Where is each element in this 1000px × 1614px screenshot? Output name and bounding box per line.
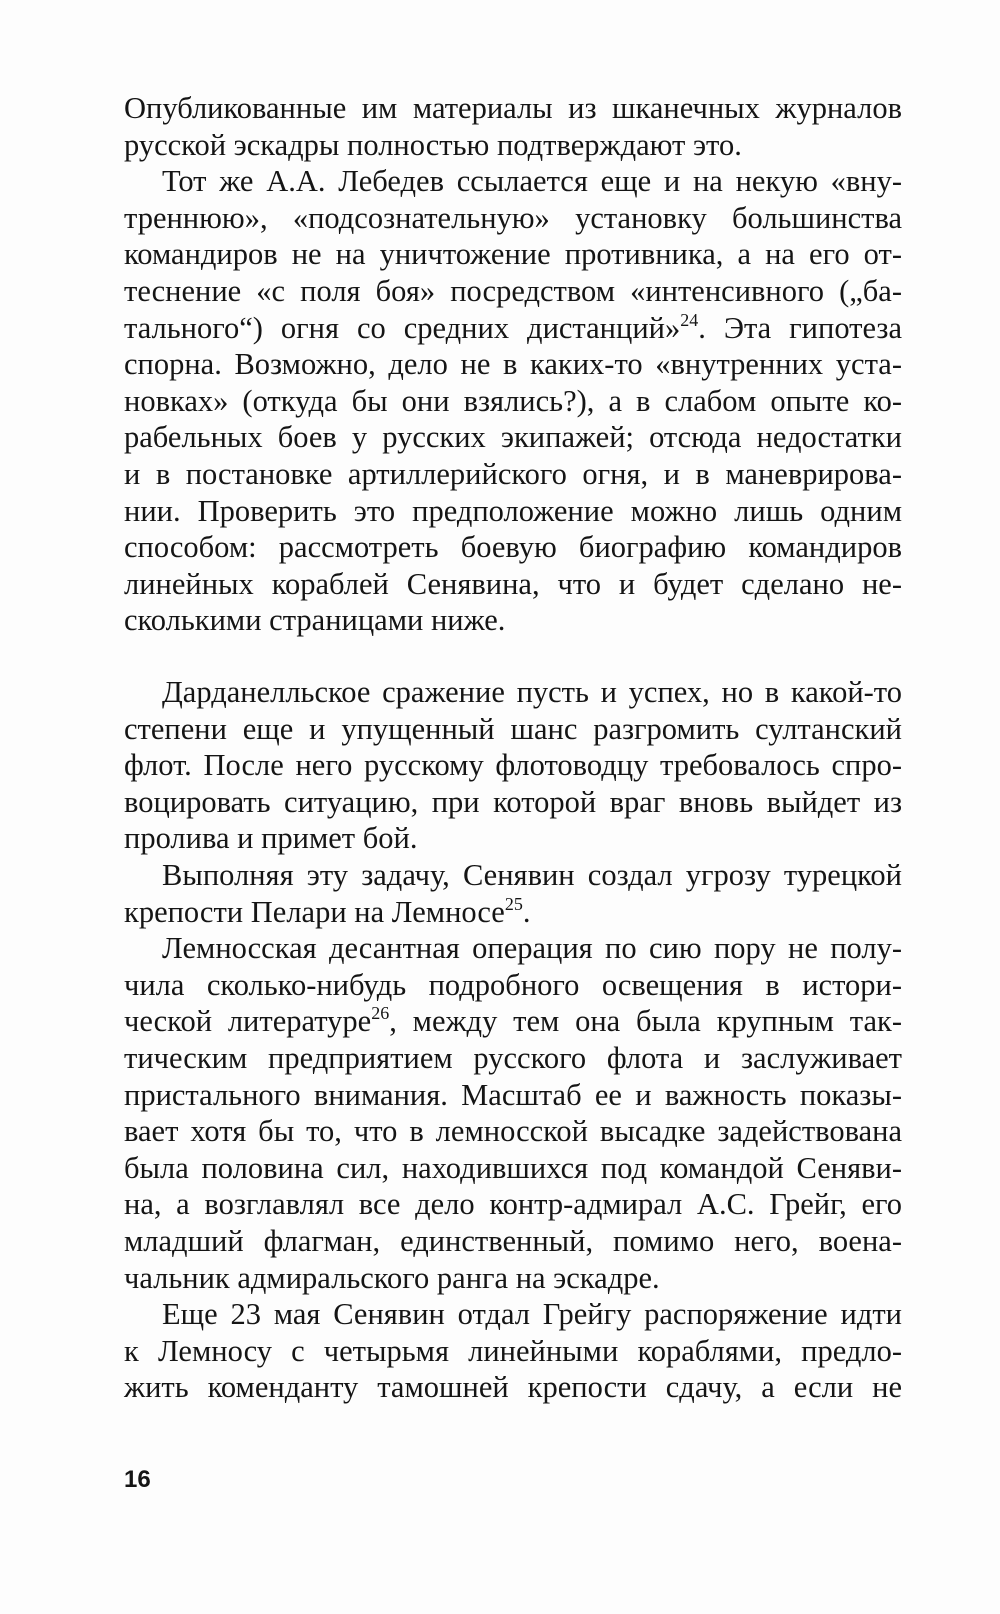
text-line-content: степени еще и упущенный шанс разгромить султанский — [124, 711, 902, 746]
text-line-content: флот. После него русскому флотоводцу требовалось спро- — [124, 748, 902, 783]
text-line — [124, 967, 902, 1004]
text-line — [124, 200, 902, 237]
text-line-content: Тот же А.А. Лебедев ссылается еще и на некую «вну- — [162, 164, 902, 199]
text-line — [124, 127, 902, 164]
text-line-content: Лемносская десантная операция по сию пору не полу- — [162, 931, 902, 966]
text-line-content: чальник адмиральского ранга на эскадре. — [124, 1260, 660, 1295]
text-line-content: на, а возглавлял все дело контр-адмирал А.С. Грейг, его — [124, 1187, 902, 1222]
text-line — [124, 90, 902, 127]
text-line — [124, 894, 902, 931]
text-line-content: русской эскадры полностью подтверждают это. — [124, 127, 742, 162]
text-line-tail: . — [522, 894, 531, 929]
text-line — [124, 930, 902, 967]
text-line — [124, 1113, 902, 1150]
page-number: 16 — [124, 1466, 151, 1493]
text-line — [124, 857, 902, 894]
text-line — [124, 1040, 902, 1077]
text-line-tail: , между тем она была крупным так- — [389, 1004, 902, 1039]
text-line-content: командиров не на уничтожение противника, а на его от- — [124, 237, 902, 272]
text-line-content: пролива и примет бой. — [124, 821, 418, 856]
text-line-content: нии. Проверить это предположение можно лишь одним — [124, 493, 902, 528]
text-line-content: тального“) огня со средних дистанций» — [124, 310, 681, 345]
text-line-content: сколькими страницами ниже. — [124, 603, 506, 638]
text-line — [124, 674, 902, 711]
text-line-content: крепости Пелари на Лемносе — [124, 894, 505, 929]
text-block-bottom — [124, 674, 902, 1406]
text-line-content: младший флагман, единственный, помимо него, воена- — [124, 1223, 902, 1258]
text-line-content: была половина сил, находившихся под командой Сеняви- — [124, 1150, 902, 1185]
text-line-content: пристального внимания. Масштаб ее и важность показы- — [124, 1077, 902, 1112]
footnote-ref: 26 — [371, 1003, 390, 1024]
text-line-content: рабельных боев у русских экипажей; отсюда недостатки — [124, 420, 902, 455]
text-line — [124, 493, 902, 530]
text-line-content: вает хотя бы то, что в лемносской высадке задействована — [124, 1114, 902, 1149]
text-line — [124, 419, 902, 456]
text-block-top — [124, 90, 902, 639]
text-line-content: жить коменданту тамошней крепости сдачу, а если не — [124, 1370, 902, 1405]
text-line-content: Выполняя эту задачу, Сенявин создал угрозу турецкой — [162, 857, 902, 892]
text-line — [124, 529, 902, 566]
text-line — [124, 1003, 902, 1040]
text-line — [124, 1186, 902, 1223]
text-line-content: Дарданелльское сражение пусть и успех, но в какой-то — [162, 675, 902, 709]
text-line-content: тическим предприятием русского флота и заслуживает — [124, 1040, 902, 1075]
text-line — [124, 456, 902, 493]
text-line — [124, 820, 902, 857]
text-line — [124, 273, 902, 310]
text-line-content: и в постановке артиллерийского огня, и в маневрирова- — [124, 456, 902, 491]
text-line-content: способом: рассмотреть боевую биографию командиров — [124, 530, 902, 565]
text-line — [124, 346, 902, 383]
text-line — [124, 747, 902, 784]
text-line-content: спорна. Возможно, дело не в каких-то «внутренних уста- — [124, 347, 902, 382]
text-line-content: линейных кораблей Сенявина, что и будет сделано не- — [124, 566, 902, 601]
text-line — [124, 1333, 902, 1370]
text-line-content: чила сколько-нибудь подробного освещения в истори- — [124, 967, 902, 1002]
text-line-content: воцировать ситуацию, при которой враг вновь выйдет из — [124, 784, 902, 819]
text-line — [124, 1223, 902, 1260]
text-line — [124, 1260, 902, 1297]
text-line — [124, 602, 902, 639]
text-line — [124, 1150, 902, 1187]
text-line — [124, 711, 902, 748]
text-line — [124, 163, 902, 200]
text-line-content: новках» (откуда бы они взялись?), а в слабом опыте ко- — [124, 383, 902, 418]
text-line — [124, 383, 902, 420]
text-line-content: Еще 23 мая Сенявин отдал Грейгу распоряжение идти — [162, 1297, 902, 1332]
text-line — [124, 784, 902, 821]
text-line — [124, 236, 902, 273]
text-line-content: теснение «с поля боя» посредством «интенсивного („ба- — [124, 273, 902, 308]
text-line-content: треннюю», «подсознательную» установку большинства — [124, 200, 902, 235]
text-line — [124, 310, 902, 347]
footnote-ref: 25 — [504, 893, 523, 914]
text-line-content: ческой литературе — [124, 1004, 372, 1039]
text-line — [124, 566, 902, 603]
text-line-tail: . Эта гипотеза — [698, 310, 903, 345]
text-line — [124, 1077, 902, 1114]
text-line-content: к Лемносу с четырьмя линейными кораблями, предло- — [124, 1333, 902, 1368]
text-line — [124, 1296, 902, 1333]
text-line-content: Опубликованные им материалы из шканечных журналов — [124, 91, 902, 125]
footnote-ref: 24 — [680, 309, 699, 330]
text-line — [124, 1369, 902, 1406]
